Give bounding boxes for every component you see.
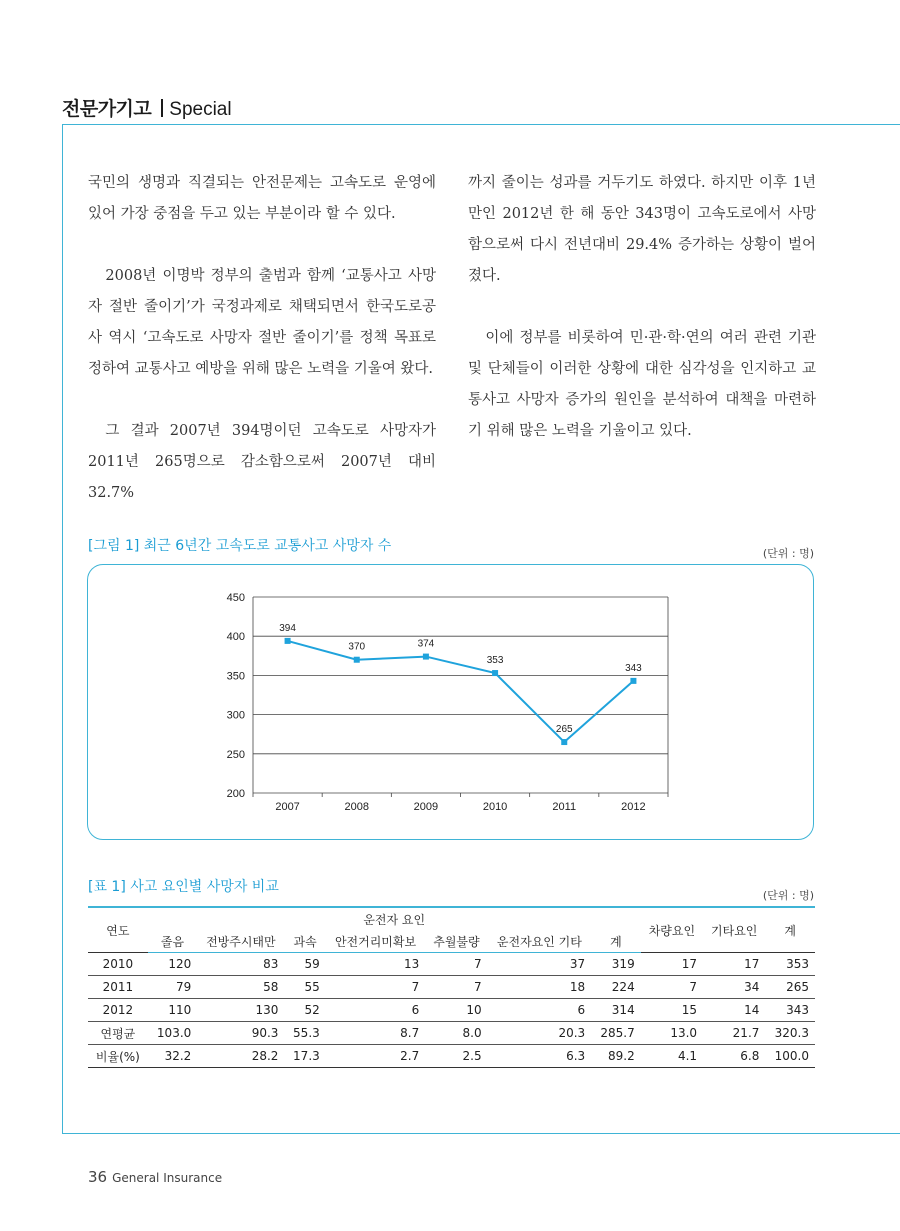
x-tick-label: 2007 — [275, 801, 300, 813]
header-category: 전문가기고 — [62, 98, 152, 120]
text-column-left — [88, 168, 436, 540]
figure-caption: [그림 1] 최근 6년간 고속도로 교통사고 사망자 수 — [88, 538, 392, 554]
row-label: 2011 — [88, 976, 148, 999]
table-cell: 6 — [488, 999, 592, 1022]
paragraph: 2008년 이명박 정부의 출범과 함께 ‘교통사고 사망자 절반 줄이기’가 국정과제로 채택되면서 한국도로공사 역시 ‘고속도로 사망자 절반 줄이기’를 정책 목표로 정하여 교통사고 예방을 위해 많은 노력을 기울여 왔다. — [88, 268, 436, 377]
line-chart-box — [87, 564, 814, 840]
data-point — [630, 678, 636, 684]
table-cell: 58 — [197, 976, 284, 999]
table-cell: 28.2 — [197, 1045, 284, 1068]
table-row — [88, 1045, 815, 1068]
table-cell: 2.7 — [326, 1045, 426, 1068]
table-cell: 320.3 — [765, 1022, 815, 1045]
x-tick-label: 2010 — [482, 801, 508, 813]
data-point — [492, 670, 498, 676]
accident-factor-table — [88, 906, 815, 1068]
y-tick-label: 350 — [226, 670, 245, 683]
header-section: Special — [169, 99, 232, 120]
table-cell: 89.2 — [591, 1045, 641, 1068]
data-label: 353 — [486, 655, 504, 667]
table-row — [88, 999, 815, 1022]
table-cell: 120 — [148, 953, 198, 976]
figure-unit: (단위 : 명) — [762, 547, 814, 560]
table-cell: 8.0 — [425, 1022, 487, 1045]
table-cell: 285.7 — [591, 1022, 641, 1045]
sub-header: 졸음 — [148, 930, 198, 953]
y-tick-label: 300 — [226, 709, 245, 722]
sub-header: 안전거리미확보 — [326, 930, 426, 953]
table-cell: 32.2 — [148, 1045, 198, 1068]
y-tick-label: 400 — [226, 631, 245, 644]
table-cell: 130 — [197, 999, 284, 1022]
table-unit: (단위 : 명) — [762, 889, 814, 902]
table-cell: 90.3 — [197, 1022, 284, 1045]
other-factor-header: 기타요인 — [703, 907, 765, 953]
table-cell: 353 — [765, 953, 815, 976]
table-cell: 21.7 — [703, 1022, 765, 1045]
sub-header: 계 — [591, 930, 641, 953]
table-cell: 20.3 — [488, 1022, 592, 1045]
page-footer — [88, 1168, 222, 1186]
table-row — [88, 953, 815, 976]
y-tick-label: 450 — [226, 592, 245, 604]
page-header — [62, 94, 232, 121]
data-point — [423, 654, 429, 660]
table-cell: 79 — [148, 976, 198, 999]
table-cell: 265 — [765, 976, 815, 999]
row-label: 2010 — [88, 953, 148, 976]
magazine-name: General Insurance — [112, 1171, 223, 1185]
table-cell: 13.0 — [641, 1022, 703, 1045]
table-row — [88, 976, 815, 999]
table-caption: [표 1] 사고 요인별 사망자 비교 — [88, 879, 279, 895]
table-cell: 17 — [703, 953, 765, 976]
row-label: 2012 — [88, 999, 148, 1022]
table-cell: 6 — [326, 999, 426, 1022]
sub-header: 추월불량 — [425, 930, 487, 953]
table-cell: 34 — [703, 976, 765, 999]
table-cell: 110 — [148, 999, 198, 1022]
y-tick-label: 250 — [226, 748, 245, 761]
table-cell: 4.1 — [641, 1045, 703, 1068]
header-divider — [161, 99, 163, 117]
table-cell: 17.3 — [284, 1045, 325, 1068]
table-cell: 103.0 — [148, 1022, 198, 1045]
table-cell: 314 — [591, 999, 641, 1022]
sub-header: 운전자요인 기타 — [488, 930, 592, 953]
paragraph: 국민의 생명과 직결되는 안전문제는 고속도로 운영에 있어 가장 중점을 두고 있는 부분이라 할 수 있다. — [88, 175, 436, 222]
sub-header: 과속 — [284, 930, 325, 953]
table-cell: 37 — [488, 953, 592, 976]
table-cell: 6.3 — [488, 1045, 592, 1068]
data-label: 265 — [555, 724, 573, 736]
year-header: 연도 — [88, 907, 148, 953]
table-cell: 55.3 — [284, 1022, 325, 1045]
table-cell: 13 — [326, 953, 426, 976]
x-tick-label: 2012 — [621, 801, 646, 813]
data-label: 374 — [417, 638, 435, 650]
table-cell: 83 — [197, 953, 284, 976]
text-column-right — [468, 168, 816, 478]
table-cell: 343 — [765, 999, 815, 1022]
table-cell: 10 — [425, 999, 487, 1022]
paragraph: 그 결과 2007년 394명이던 고속도로 사망자가 2011년 265명으로 감소함으로써 2007년 대비 32.7% — [88, 423, 436, 501]
table-cell: 7 — [425, 953, 487, 976]
table-cell: 100.0 — [765, 1045, 815, 1068]
table-cell: 7 — [425, 976, 487, 999]
data-point — [561, 739, 567, 745]
data-point — [285, 638, 291, 644]
table-cell: 17 — [641, 953, 703, 976]
table-row — [88, 1022, 815, 1045]
row-label: 연평균 — [88, 1022, 148, 1045]
y-tick-label: 200 — [226, 788, 245, 800]
line-chart — [88, 565, 815, 841]
data-label: 343 — [625, 662, 642, 674]
driver-factor-header: 운전자 요인 — [148, 907, 641, 930]
table-cell: 18 — [488, 976, 592, 999]
table-cell: 7 — [326, 976, 426, 999]
total-header: 계 — [765, 907, 815, 953]
x-tick-label: 2008 — [344, 801, 369, 813]
table-cell: 224 — [591, 976, 641, 999]
data-label: 394 — [279, 622, 296, 634]
vehicle-factor-header: 차량요인 — [641, 907, 703, 953]
table-cell: 55 — [284, 976, 325, 999]
table-cell: 15 — [641, 999, 703, 1022]
sub-header: 전방주시태만 — [197, 930, 284, 953]
table-cell: 7 — [641, 976, 703, 999]
data-point — [354, 657, 360, 663]
page-number: 36 — [88, 1168, 108, 1186]
paragraph: 까지 줄이는 성과를 거두기도 하였다. 하지만 이후 1년 만인 2012년 한 해 동안 343명이 고속도로에서 사망함으로써 다시 전년대비 29.4% 증가하는 상황이 벌어졌다. — [468, 175, 816, 284]
table-cell: 52 — [284, 999, 325, 1022]
x-tick-label: 2009 — [413, 801, 439, 813]
table-cell: 59 — [284, 953, 325, 976]
table-cell: 8.7 — [326, 1022, 426, 1045]
paragraph: 이에 정부를 비롯하여 민·관·학·연의 여러 관련 기관 및 단체들이 이러한 상황에 대한 심각성을 인지하고 교통사고 사망자 증가의 원인을 분석하여 대책을 마련하기 위해 많은 노력을 기울이고 있다. — [468, 330, 816, 439]
table-cell: 6.8 — [703, 1045, 765, 1068]
table-cell: 14 — [703, 999, 765, 1022]
data-label: 370 — [348, 641, 366, 653]
row-label: 비율(%) — [88, 1045, 148, 1068]
table-cell: 2.5 — [425, 1045, 487, 1068]
x-tick-label: 2011 — [552, 801, 577, 813]
series-line — [288, 638, 634, 742]
table-cell: 319 — [591, 953, 641, 976]
